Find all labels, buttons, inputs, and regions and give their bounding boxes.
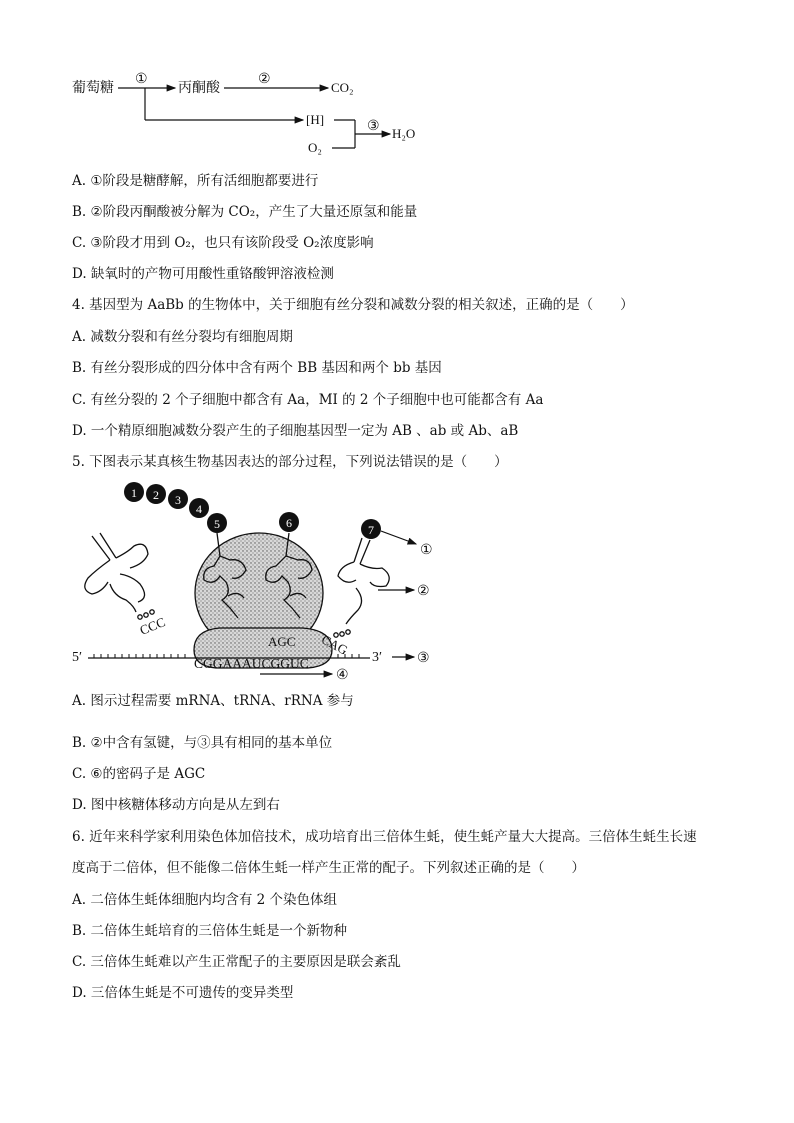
q4-stem: 4. 基因型为 AaBb 的生物体中，关于细胞有丝分裂和减数分裂的相关叙述，正确的是（ ） bbox=[72, 297, 634, 313]
q6-option-c: C. 三倍体生蚝难以产生正常配子的主要原因是联会紊乱 bbox=[72, 954, 401, 970]
bead-2: 2 bbox=[153, 488, 159, 502]
q4-option-b: B. 有丝分裂形成的四分体中含有两个 BB 基因和两个 bb 基因 bbox=[72, 360, 442, 376]
h-label: [H] bbox=[306, 112, 325, 127]
bead-4: 4 bbox=[196, 502, 202, 516]
step2-label: ② bbox=[258, 72, 271, 87]
trna-exit-right bbox=[334, 538, 389, 637]
q5-option-a: A. 图示过程需要 mRNA、tRNA、rRNA 参与 bbox=[72, 693, 354, 709]
step3-label: ③ bbox=[367, 119, 380, 134]
label-4: ④ bbox=[336, 668, 349, 683]
q5-option-d: D. 图中核糖体移动方向是从左到右 bbox=[72, 797, 280, 813]
three-prime-label: 3′ bbox=[372, 650, 383, 665]
anticodon-left: CCC bbox=[137, 614, 168, 638]
q3-option-c: C. ③阶段才用到 O₂，也只有该阶段受 O₂浓度影响 bbox=[72, 235, 374, 251]
h2o-label: H₂O bbox=[392, 126, 416, 141]
q5-option-c: C. ⑥的密码子是 AGC bbox=[72, 766, 206, 782]
mrna-sequence: CGGAAAUCGGUC bbox=[194, 656, 309, 671]
anticodon-right: CAG bbox=[319, 631, 351, 658]
trna-free-left bbox=[85, 533, 154, 619]
q3-option-a: A. ①阶段是糖酵解，所有活细胞都要进行 bbox=[72, 173, 319, 189]
q5-stem: 5. 下图表示某真核生物基因表达的部分过程，下列说法错误的是（ ） bbox=[72, 454, 508, 470]
anticodon-mid: AGC bbox=[268, 634, 296, 649]
q4-option-c: C. 有丝分裂的 2 个子细胞中都含有 Aa，MI 的 2 个子细胞中也可能都含有 Aa bbox=[72, 392, 544, 408]
q4-option-d: D. 一个精原细胞减数分裂产生的子细胞基因型一定为 AB 、ab 或 Ab、aB bbox=[72, 423, 519, 439]
bead-6: 6 bbox=[286, 516, 292, 530]
q6-option-a: A. 二倍体生蚝体细胞内均含有 2 个染色体组 bbox=[72, 892, 338, 908]
o2-label: O₂ bbox=[308, 140, 322, 155]
bead-1: 1 bbox=[131, 486, 137, 500]
q5-option-b: B. ②中含有氢键，与③具有相同的基本单位 bbox=[72, 735, 333, 751]
q6-stem-line1: 6. 近年来科学家利用染色体加倍技术，成功培育出三倍体生蚝，使生蚝产量大大提高。三倍体生蚝生长速 bbox=[72, 829, 697, 845]
q3-option-b: B. ②阶段丙酮酸被分解为 CO₂，产生了大量还原氢和能量 bbox=[72, 204, 418, 220]
translation-diagram bbox=[70, 478, 450, 683]
q6-stem-line2: 度高于二倍体，但不能像二倍体生蚝一样产生正常的配子。下列叙述正确的是（ ） bbox=[72, 860, 585, 876]
label-3: ③ bbox=[417, 651, 430, 666]
bead-3: 3 bbox=[175, 493, 181, 507]
label-1: ① bbox=[420, 543, 433, 558]
q6-option-b: B. 二倍体生蚝培育的三倍体生蚝是一个新物种 bbox=[72, 923, 348, 939]
co2-label: CO₂ bbox=[331, 80, 354, 95]
pyruvate-label: 丙酮酸 bbox=[178, 81, 220, 96]
glucose-label: 葡萄糖 bbox=[72, 81, 114, 96]
q3-option-d: D. 缺氧时的产物可用酸性重铬酸钾溶液检测 bbox=[72, 266, 334, 282]
bead-7: 7 bbox=[368, 523, 374, 537]
five-prime-label: 5′ bbox=[72, 650, 83, 665]
bead-5: 5 bbox=[214, 517, 220, 531]
label-2: ② bbox=[417, 584, 430, 599]
amino-acid-chain bbox=[124, 482, 381, 539]
q6-option-d: D. 三倍体生蚝是不可遗传的变异类型 bbox=[72, 985, 294, 1001]
step1-label: ① bbox=[135, 72, 148, 87]
respiration-diagram bbox=[70, 68, 470, 158]
q4-option-a: A. 减数分裂和有丝分裂均有细胞周期 bbox=[72, 329, 293, 345]
